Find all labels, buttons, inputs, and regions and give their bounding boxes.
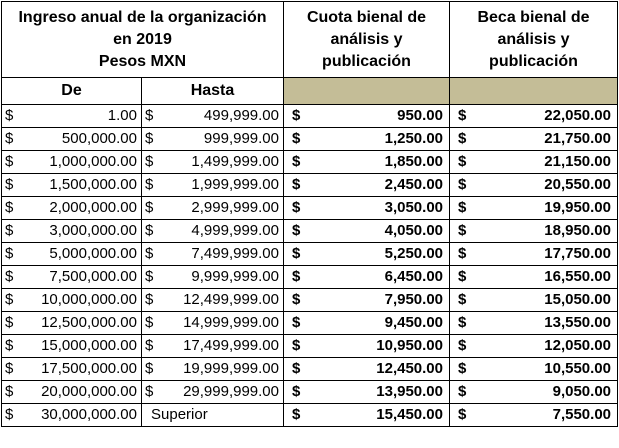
table-row bbox=[2, 358, 618, 381]
currency-symbol: $ bbox=[5, 245, 14, 262]
from-cell bbox=[2, 243, 142, 266]
currency-symbol: $ bbox=[5, 360, 14, 377]
grant-cell bbox=[450, 289, 618, 312]
currency-symbol: $ bbox=[292, 268, 301, 285]
fee-cell bbox=[284, 197, 450, 220]
header-row bbox=[2, 2, 618, 78]
fee-cell bbox=[284, 404, 450, 427]
grant-value: 22,050.00 bbox=[544, 107, 611, 124]
table-row bbox=[2, 335, 618, 358]
fee-title-line3: publicación bbox=[322, 52, 411, 70]
fee-subheader-fill bbox=[284, 78, 450, 105]
grant-cell bbox=[450, 151, 618, 174]
currency-symbol: $ bbox=[292, 337, 301, 354]
currency-symbol: $ bbox=[5, 176, 14, 193]
grant-cell bbox=[450, 220, 618, 243]
currency-symbol: $ bbox=[458, 268, 467, 285]
fee-value: 12,450.00 bbox=[376, 360, 443, 377]
grant-value: 21,750.00 bbox=[544, 130, 611, 147]
currency-symbol: $ bbox=[5, 337, 14, 354]
grant-value: 10,550.00 bbox=[544, 360, 611, 377]
grant-value: 13,550.00 bbox=[544, 314, 611, 331]
fee-cell bbox=[284, 266, 450, 289]
to-cell bbox=[142, 266, 284, 289]
grant-column-header bbox=[450, 2, 618, 78]
fee-value: 1,850.00 bbox=[384, 153, 443, 170]
fee-cell bbox=[284, 151, 450, 174]
grant-title-line1: Beca bienal de bbox=[477, 8, 590, 26]
currency-symbol: $ bbox=[5, 291, 14, 308]
currency-symbol: $ bbox=[292, 107, 301, 124]
fee-cell bbox=[284, 243, 450, 266]
from-column-header: De bbox=[2, 78, 142, 105]
to-value: 17,499,999.00 bbox=[183, 337, 279, 354]
currency-symbol: $ bbox=[145, 337, 154, 354]
from-cell bbox=[2, 381, 142, 404]
grant-cell bbox=[450, 404, 618, 427]
table-row bbox=[2, 312, 618, 335]
fee-column-header bbox=[284, 2, 450, 78]
currency-symbol: $ bbox=[292, 406, 301, 423]
currency-symbol: $ bbox=[5, 383, 14, 400]
to-cell bbox=[142, 404, 284, 427]
grant-cell bbox=[450, 197, 618, 220]
currency-symbol: $ bbox=[458, 406, 467, 423]
from-value: 3,000,000.00 bbox=[49, 222, 137, 239]
fee-schedule-table bbox=[1, 1, 618, 427]
grant-value: 20,550.00 bbox=[544, 176, 611, 193]
grant-cell bbox=[450, 266, 618, 289]
fee-cell bbox=[284, 312, 450, 335]
to-value: 12,499,999.00 bbox=[183, 291, 279, 308]
grant-subheader-fill bbox=[450, 78, 618, 105]
currency-symbol: $ bbox=[145, 176, 154, 193]
currency-symbol: $ bbox=[5, 199, 14, 216]
fee-value: 5,250.00 bbox=[384, 245, 443, 262]
currency-symbol: $ bbox=[5, 130, 14, 147]
from-value: 1,000,000.00 bbox=[49, 153, 137, 170]
to-cell bbox=[142, 220, 284, 243]
fee-value: 9,450.00 bbox=[384, 314, 443, 331]
currency-symbol: $ bbox=[292, 245, 301, 262]
currency-symbol: $ bbox=[292, 199, 301, 216]
from-value: 2,000,000.00 bbox=[49, 199, 137, 216]
from-cell bbox=[2, 358, 142, 381]
currency-symbol: $ bbox=[292, 222, 301, 239]
table-row bbox=[2, 174, 618, 197]
grant-title-line3: publicación bbox=[489, 52, 578, 70]
income-title-line1: Ingreso anual de la organización bbox=[18, 8, 267, 26]
grant-cell bbox=[450, 358, 618, 381]
to-value: 19,999,999.00 bbox=[183, 360, 279, 377]
currency-symbol: $ bbox=[458, 314, 467, 331]
currency-symbol: $ bbox=[292, 153, 301, 170]
table-row bbox=[2, 128, 618, 151]
to-cell bbox=[142, 151, 284, 174]
fee-cell bbox=[284, 335, 450, 358]
to-cell bbox=[142, 312, 284, 335]
to-cell bbox=[142, 243, 284, 266]
grant-value: 18,950.00 bbox=[544, 222, 611, 239]
fee-cell bbox=[284, 289, 450, 312]
currency-symbol: $ bbox=[145, 130, 154, 147]
grant-cell bbox=[450, 381, 618, 404]
currency-symbol: $ bbox=[292, 383, 301, 400]
fee-value: 13,950.00 bbox=[376, 383, 443, 400]
currency-symbol: $ bbox=[458, 199, 467, 216]
to-cell bbox=[142, 128, 284, 151]
income-title-line2: en 2019 bbox=[113, 30, 172, 48]
currency-symbol: $ bbox=[145, 360, 154, 377]
from-cell bbox=[2, 174, 142, 197]
from-value: 15,000,000.00 bbox=[41, 337, 137, 354]
currency-symbol: $ bbox=[292, 291, 301, 308]
currency-symbol: $ bbox=[5, 153, 14, 170]
from-value: 30,000,000.00 bbox=[41, 406, 137, 423]
fee-value: 950.00 bbox=[397, 107, 443, 124]
grant-value: 16,550.00 bbox=[544, 268, 611, 285]
from-cell bbox=[2, 151, 142, 174]
fee-cell bbox=[284, 105, 450, 128]
grant-value: 19,950.00 bbox=[544, 199, 611, 216]
fee-cell bbox=[284, 358, 450, 381]
grant-value: 21,150.00 bbox=[544, 153, 611, 170]
currency-symbol: $ bbox=[145, 268, 154, 285]
from-value: 1.00 bbox=[107, 107, 137, 124]
grant-cell bbox=[450, 128, 618, 151]
to-value: 499,999.00 bbox=[203, 107, 279, 124]
fee-cell bbox=[284, 174, 450, 197]
table-row bbox=[2, 197, 618, 220]
currency-symbol: $ bbox=[458, 222, 467, 239]
currency-symbol: $ bbox=[145, 199, 154, 216]
to-value: 7,499,999.00 bbox=[191, 245, 279, 262]
table-row bbox=[2, 105, 618, 128]
from-cell bbox=[2, 289, 142, 312]
from-cell bbox=[2, 128, 142, 151]
from-cell bbox=[2, 404, 142, 427]
income-title-line3: Pesos MXN bbox=[98, 52, 187, 70]
currency-symbol: $ bbox=[458, 360, 467, 377]
to-cell bbox=[142, 335, 284, 358]
fee-value: 10,950.00 bbox=[376, 337, 443, 354]
grant-value: 17,750.00 bbox=[544, 245, 611, 262]
to-cell bbox=[142, 289, 284, 312]
currency-symbol: $ bbox=[145, 383, 154, 400]
currency-symbol: $ bbox=[5, 314, 14, 331]
to-value: 999,999.00 bbox=[203, 130, 279, 147]
to-value: 1,999,999.00 bbox=[191, 176, 279, 193]
to-value: Superior bbox=[151, 406, 208, 423]
to-value: 2,999,999.00 bbox=[191, 199, 279, 216]
currency-symbol: $ bbox=[458, 383, 467, 400]
fee-cell bbox=[284, 220, 450, 243]
grant-cell bbox=[450, 105, 618, 128]
currency-symbol: $ bbox=[458, 291, 467, 308]
from-cell bbox=[2, 312, 142, 335]
to-value: 14,999,999.00 bbox=[183, 314, 279, 331]
from-value: 7,500,000.00 bbox=[49, 268, 137, 285]
grant-value: 12,050.00 bbox=[544, 337, 611, 354]
to-cell bbox=[142, 358, 284, 381]
fee-cell bbox=[284, 128, 450, 151]
from-cell bbox=[2, 335, 142, 358]
currency-symbol: $ bbox=[292, 360, 301, 377]
from-value: 500,000.00 bbox=[61, 130, 137, 147]
fee-value: 4,050.00 bbox=[384, 222, 443, 239]
from-cell bbox=[2, 220, 142, 243]
currency-symbol: $ bbox=[5, 222, 14, 239]
to-cell bbox=[142, 174, 284, 197]
fee-value: 2,450.00 bbox=[384, 176, 443, 193]
currency-symbol: $ bbox=[292, 314, 301, 331]
fee-value: 1,250.00 bbox=[384, 130, 443, 147]
subheader-row bbox=[2, 78, 618, 105]
table-row bbox=[2, 243, 618, 266]
from-value: 17,500,000.00 bbox=[41, 360, 137, 377]
grant-cell bbox=[450, 335, 618, 358]
currency-symbol: $ bbox=[145, 314, 154, 331]
fee-value: 7,950.00 bbox=[384, 291, 443, 308]
currency-symbol: $ bbox=[145, 291, 154, 308]
to-column-header: Hasta bbox=[142, 78, 284, 105]
table-row bbox=[2, 289, 618, 312]
currency-symbol: $ bbox=[5, 107, 14, 124]
currency-symbol: $ bbox=[458, 130, 467, 147]
fee-value: 3,050.00 bbox=[384, 199, 443, 216]
grant-cell bbox=[450, 243, 618, 266]
to-cell bbox=[142, 197, 284, 220]
from-cell bbox=[2, 197, 142, 220]
table-row bbox=[2, 151, 618, 174]
fee-value: 15,450.00 bbox=[376, 406, 443, 423]
from-cell bbox=[2, 105, 142, 128]
to-value: 9,999,999.00 bbox=[191, 268, 279, 285]
fee-cell bbox=[284, 381, 450, 404]
grant-value: 9,050.00 bbox=[552, 383, 611, 400]
table-row bbox=[2, 266, 618, 289]
grant-cell bbox=[450, 174, 618, 197]
currency-symbol: $ bbox=[145, 222, 154, 239]
to-cell bbox=[142, 381, 284, 404]
currency-symbol: $ bbox=[458, 176, 467, 193]
to-value: 4,999,999.00 bbox=[191, 222, 279, 239]
to-value: 1,499,999.00 bbox=[191, 153, 279, 170]
grant-cell bbox=[450, 312, 618, 335]
table-row bbox=[2, 381, 618, 404]
to-value: 29,999,999.00 bbox=[183, 383, 279, 400]
from-value: 1,500,000.00 bbox=[49, 176, 137, 193]
grant-value: 15,050.00 bbox=[544, 291, 611, 308]
currency-symbol: $ bbox=[458, 337, 467, 354]
grant-value: 7,550.00 bbox=[552, 406, 611, 423]
currency-symbol: $ bbox=[145, 153, 154, 170]
table-row-last bbox=[2, 404, 618, 427]
currency-symbol: $ bbox=[145, 245, 154, 262]
from-cell bbox=[2, 266, 142, 289]
currency-symbol: $ bbox=[458, 245, 467, 262]
currency-symbol: $ bbox=[145, 107, 154, 124]
fee-title-line2: análisis y bbox=[330, 30, 403, 48]
table-row bbox=[2, 220, 618, 243]
from-value: 20,000,000.00 bbox=[41, 383, 137, 400]
table-body bbox=[2, 105, 618, 427]
to-cell bbox=[142, 105, 284, 128]
from-value: 10,000,000.00 bbox=[41, 291, 137, 308]
currency-symbol: $ bbox=[5, 268, 14, 285]
currency-symbol: $ bbox=[458, 153, 467, 170]
grant-title-line2: análisis y bbox=[497, 30, 570, 48]
fee-title-line1: Cuota bienal de bbox=[306, 8, 427, 26]
from-value: 12,500,000.00 bbox=[41, 314, 137, 331]
fee-value: 6,450.00 bbox=[384, 268, 443, 285]
currency-symbol: $ bbox=[292, 176, 301, 193]
currency-symbol: $ bbox=[458, 107, 467, 124]
currency-symbol: $ bbox=[292, 130, 301, 147]
income-column-header bbox=[2, 2, 284, 78]
from-value: 5,000,000.00 bbox=[49, 245, 137, 262]
currency-symbol: $ bbox=[5, 406, 14, 423]
